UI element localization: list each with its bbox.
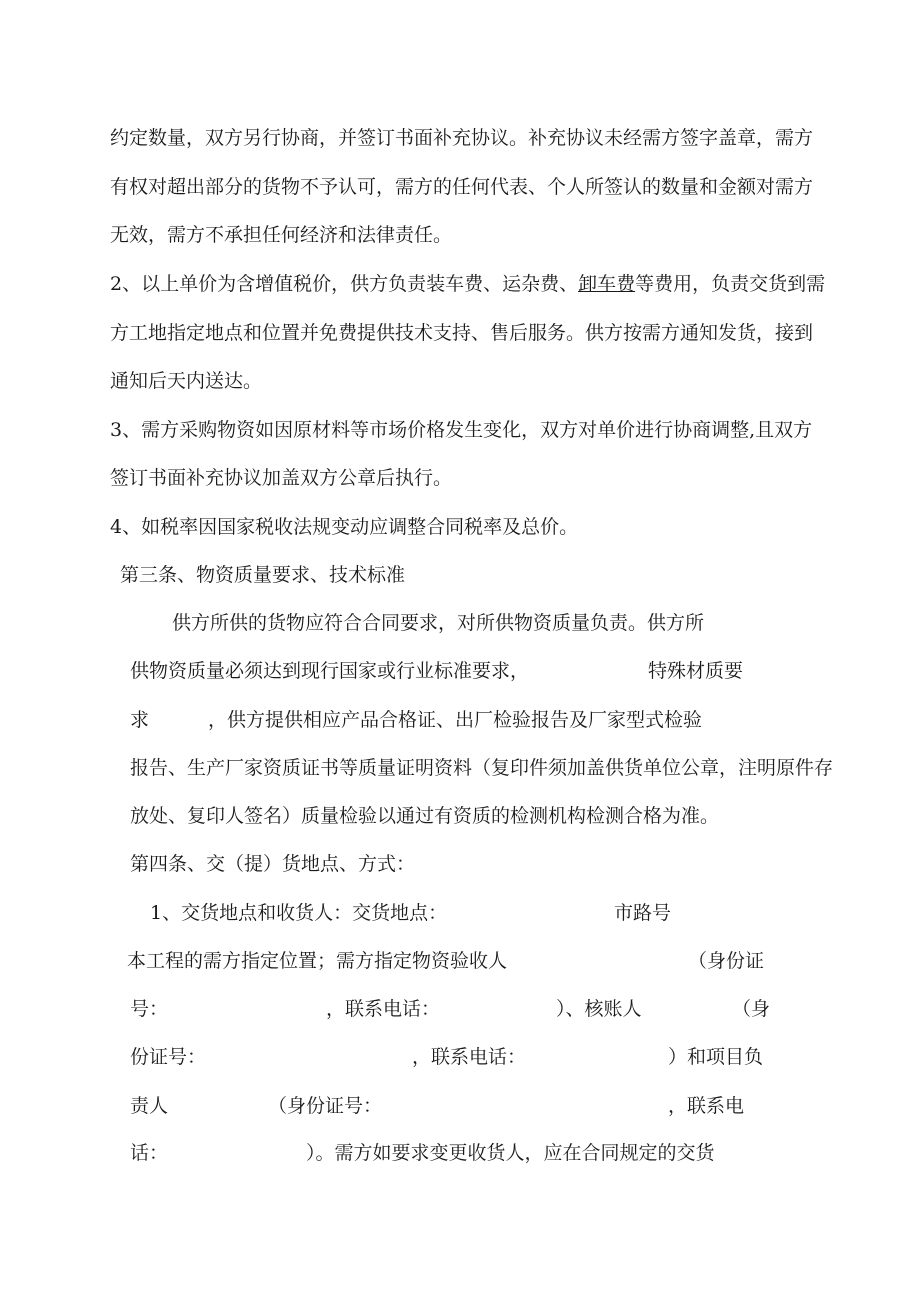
article-4-line-5b: （身份证号： bbox=[268, 1095, 383, 1117]
article-3-line-5: 放处、复印人签名）质量检验以通过有资质的检测机构检测合格为准。 bbox=[130, 805, 720, 827]
item-4-line-1: 4、如税率因国家税收法规变动应调整合同税率及总价。 bbox=[110, 516, 579, 538]
article-4-line-4a: 份证号： bbox=[130, 1046, 207, 1068]
article-4-item-1-line-1b: 市路号 bbox=[614, 902, 672, 924]
article-3-line-2b: 特殊材质要 bbox=[648, 660, 744, 682]
article-4-line-3c: ）、核账人 bbox=[556, 998, 642, 1020]
item-2-line-2: 方工地指定地点和位置并免费提供技术支持、售后服务。供方按需方通知发货，接到 bbox=[110, 322, 814, 344]
item-2-line-3: 通知后天内送达。 bbox=[110, 370, 263, 392]
paragraph-1-line-1: 约定数量，双方另行协商，并签订书面补充协议。补充协议未经需方签字盖章，需方 bbox=[110, 127, 814, 149]
item-2-line-1-before: 2、以上单价为含增值税价，供方负责装车费、运杂费、 bbox=[110, 273, 579, 295]
item-2-line-1 bbox=[110, 272, 825, 296]
article-4-line-3b: ，联系电话： bbox=[326, 998, 441, 1020]
article-4-line-6b: ）。需方如要求变更收货人，应在合同规定的交货 bbox=[306, 1142, 715, 1164]
article-3-line-3b: ，供方提供相应产品合格证、出厂检验报告及厂家型式检验 bbox=[208, 709, 703, 731]
article-4-line-6a: 话： bbox=[130, 1142, 169, 1164]
article-4-item-1-line-1a: 1、交货地点和收货人：交货地点： bbox=[150, 902, 448, 924]
article-4-line-5a: 责人 bbox=[130, 1095, 169, 1117]
article-4-line-4b: ，联系电话： bbox=[412, 1046, 527, 1068]
unloading-fee-term: 卸车费 bbox=[578, 273, 636, 295]
article-4-line-3a: 号： bbox=[130, 998, 169, 1020]
article-3-line-2a: 供物资质量必须达到现行国家或行业标准要求， bbox=[130, 660, 530, 682]
article-3-heading: 第三条、物资质量要求、技术标准 bbox=[120, 564, 406, 586]
paragraph-1-line-3: 无效，需方不承担任何经济和法律责任。 bbox=[110, 224, 453, 246]
article-4-line-5c: ，联系电 bbox=[668, 1095, 745, 1117]
item-3-line-1: 3、需方采购物资如因原材料等市场价格发生变化，双方对单价进行协商调整,且双方 bbox=[110, 419, 813, 441]
item-3-line-2: 签订书面补充协议加盖双方公章后执行。 bbox=[110, 467, 453, 489]
item-2-line-1-after: 等费用，负责交货到需 bbox=[635, 273, 826, 295]
article-4-line-2a: 本工程的需方指定位置；需方指定物资验收人 bbox=[127, 950, 508, 972]
article-4-heading: 第四条、交（提）货地点、方式： bbox=[130, 853, 416, 875]
article-4-line-3d: （身 bbox=[732, 998, 771, 1020]
article-3-line-1: 供方所供的货物应符合合同要求，对所供物资质量负责。供方所 bbox=[172, 612, 705, 634]
article-4-line-2b: （身份证 bbox=[688, 950, 765, 972]
article-3-line-3a: 求 bbox=[130, 709, 150, 731]
paragraph-1-line-2: 有权对超出部分的货物不予认可，需方的任何代表、个人所签认的数量和金额对需方 bbox=[110, 176, 814, 198]
article-4-line-4c: ）和项目负 bbox=[668, 1046, 764, 1068]
article-3-line-4: 报告、生产厂家资质证书等质量证明资料（复印件须加盖供货单位公章，注明原件存 bbox=[130, 757, 834, 779]
